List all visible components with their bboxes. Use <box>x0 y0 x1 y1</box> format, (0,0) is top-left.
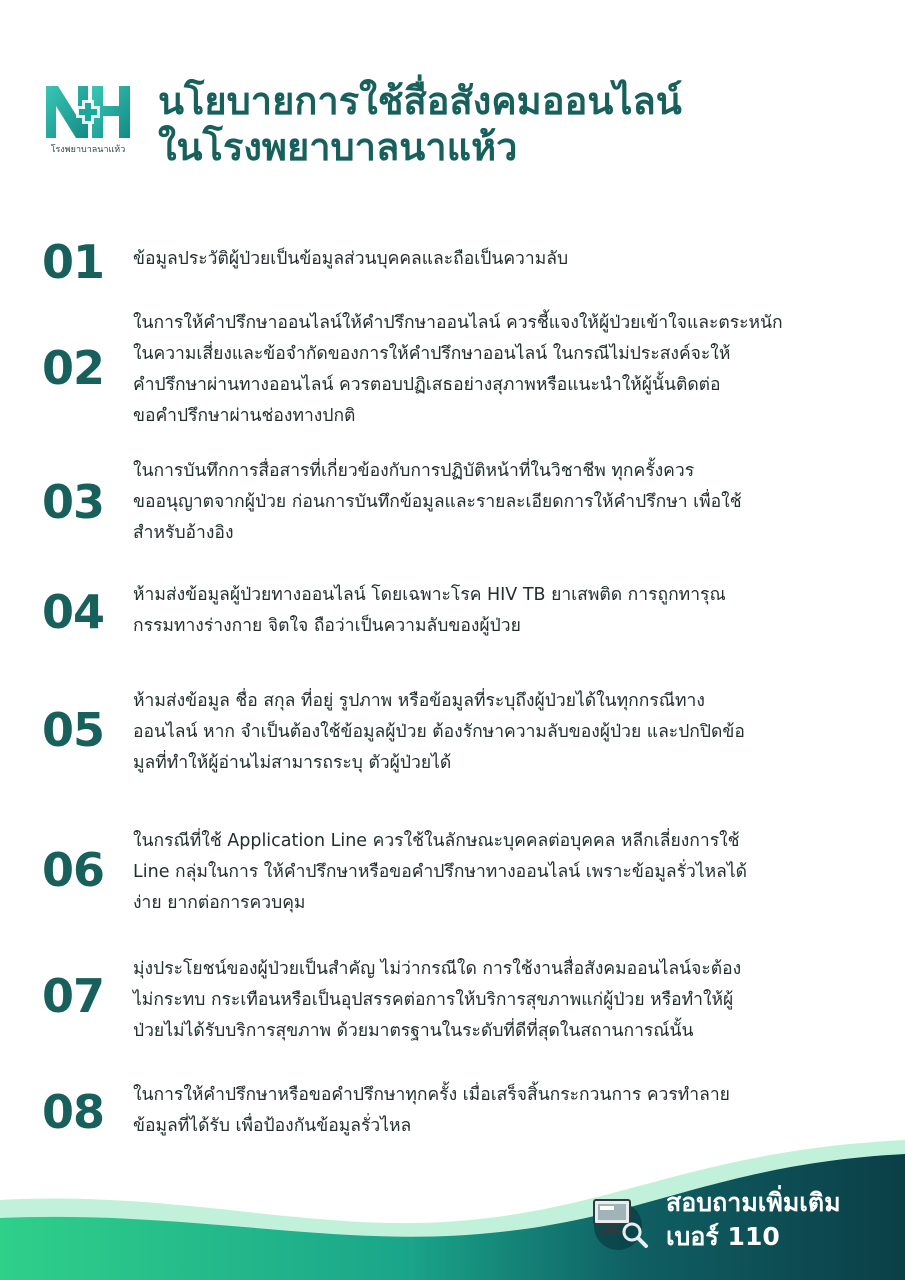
item-number: 08 <box>42 1085 105 1139</box>
item-text: ข้อมูลประวัติผู้ป่วยเป็นข้อมูลส่วนบุคคลและถือเป็นความลับ <box>133 249 569 269</box>
item-text: ในการให้คำปรึกษาออนไลน์ให้คำปรึกษาออนไลน์ ควรชี้แจงให้ผู้ป่วยเข้าใจและตระหนัก ในความเสี่ยงและข้อจำกัดของการให้คำปรึกษาออนไลน์ ในกรณีไม่ประสงค์จะให้ คำปรึกษาผ่านทางออนไลน์ ควรตอบปฏิเสธอย่างสุภาพหรือแนะนำให้ผู้นั้นติดต่อ ขอคำปรึกษาผ่านช่องทางปกติ <box>133 313 783 426</box>
contact-text <box>666 1186 841 1254</box>
item-number: 07 <box>42 969 105 1023</box>
logo-caption: โรงพยาบาลนาแห้ว <box>50 145 126 155</box>
item-text: ในกรณีที่ใช้ Application Line ควรใช้ในลักษณะบุคคลต่อบุคคล หลีกเลี่ยงการใช้ Line กลุ่มในการ ให้คำปรึกษาหรือขอคำปรึกษาทางออนไลน์ เพราะข้อมูลรั่วไหลได้ ง่าย ยากต่อการควบคุม <box>133 831 748 913</box>
contact-phone: เบอร์ 110 <box>666 1222 780 1251</box>
item-number: 03 <box>42 475 105 529</box>
nh-logo-icon <box>42 80 134 142</box>
hospital-logo <box>42 80 134 158</box>
title-line-1: นโยบายการใช้สื่อสังคมออนไลน์ <box>158 79 682 123</box>
computer-search-icon <box>588 1194 650 1252</box>
item-number: 02 <box>42 341 105 395</box>
item-number: 06 <box>42 843 105 897</box>
contact-line-1: สอบถามเพิ่มเติม <box>666 1188 841 1217</box>
item-number: 05 <box>42 703 105 757</box>
item-text: มุ่งประโยชน์ของผู้ป่วยเป็นสำคัญ ไม่ว่ากรณีใด การใช้งานสื่อสังคมออนไลน์จะต้อง ไม่กระทบ กระเทือนหรือเป็นอุปสรรคต่อการให้บริการสุขภาพแก่ผู้ป่วย หรือทำให้ผู้ ป่วยไม่ได้รับบริการสุขภาพ ด้วยมาตรฐานในระดับที่ดีที่สุดในสถานการณ์นั้น <box>133 959 742 1041</box>
item-text: ห้ามส่งข้อมูล ชื่อ สกุล ที่อยู่ รูปภาพ หรือข้อมูลที่ระบุถึงผู้ป่วยได้ในทุกกรณีทาง ออนไลน์ หาก จำเป็นต้องใช้ข้อมูลผู้ป่วย ต้องรักษาความลับของผู้ป่วย และปกปิดข้อ มูลที่ทำให้ผู้อ่านไม่สามารถระบุ ตัวผู้ป่วยได้ <box>133 691 745 773</box>
item-number: 04 <box>42 585 105 639</box>
item-text: ห้ามส่งข้อมูลผู้ป่วยทางออนไลน์ โดยเฉพาะโรค HIV TB ยาเสพติด การถูกทารุณ กรรมทางร่างกาย จิตใจ ถือว่าเป็นความลับของผู้ป่วย <box>133 585 726 636</box>
item-text: ในการให้คำปรึกษาหรือขอคำปรึกษาทุกครั้ง เมื่อเสร็จสิ้นกระกวนการ ควรทำลาย ข้อมูลที่ได้รับ เพื่อป้องกันข้อมูลรั่วไหล <box>133 1085 730 1136</box>
page-title <box>158 78 878 170</box>
item-number: 01 <box>42 235 105 289</box>
item-text: ในการบันทึกการสื่อสารที่เกี่ยวข้องกับการปฏิบัติหน้าที่ในวิชาชีพ ทุกครั้งควร ขออนุญาตจากผู้ป่วย ก่อนการบันทึกข้อมูลและรายละเอียดการให้คำปรึกษา เพื่อใช้ สำหรับอ้างอิง <box>133 461 742 543</box>
contact-block <box>588 1186 888 1266</box>
title-line-2: ในโรงพยาบาลนาแห้ว <box>158 125 518 169</box>
